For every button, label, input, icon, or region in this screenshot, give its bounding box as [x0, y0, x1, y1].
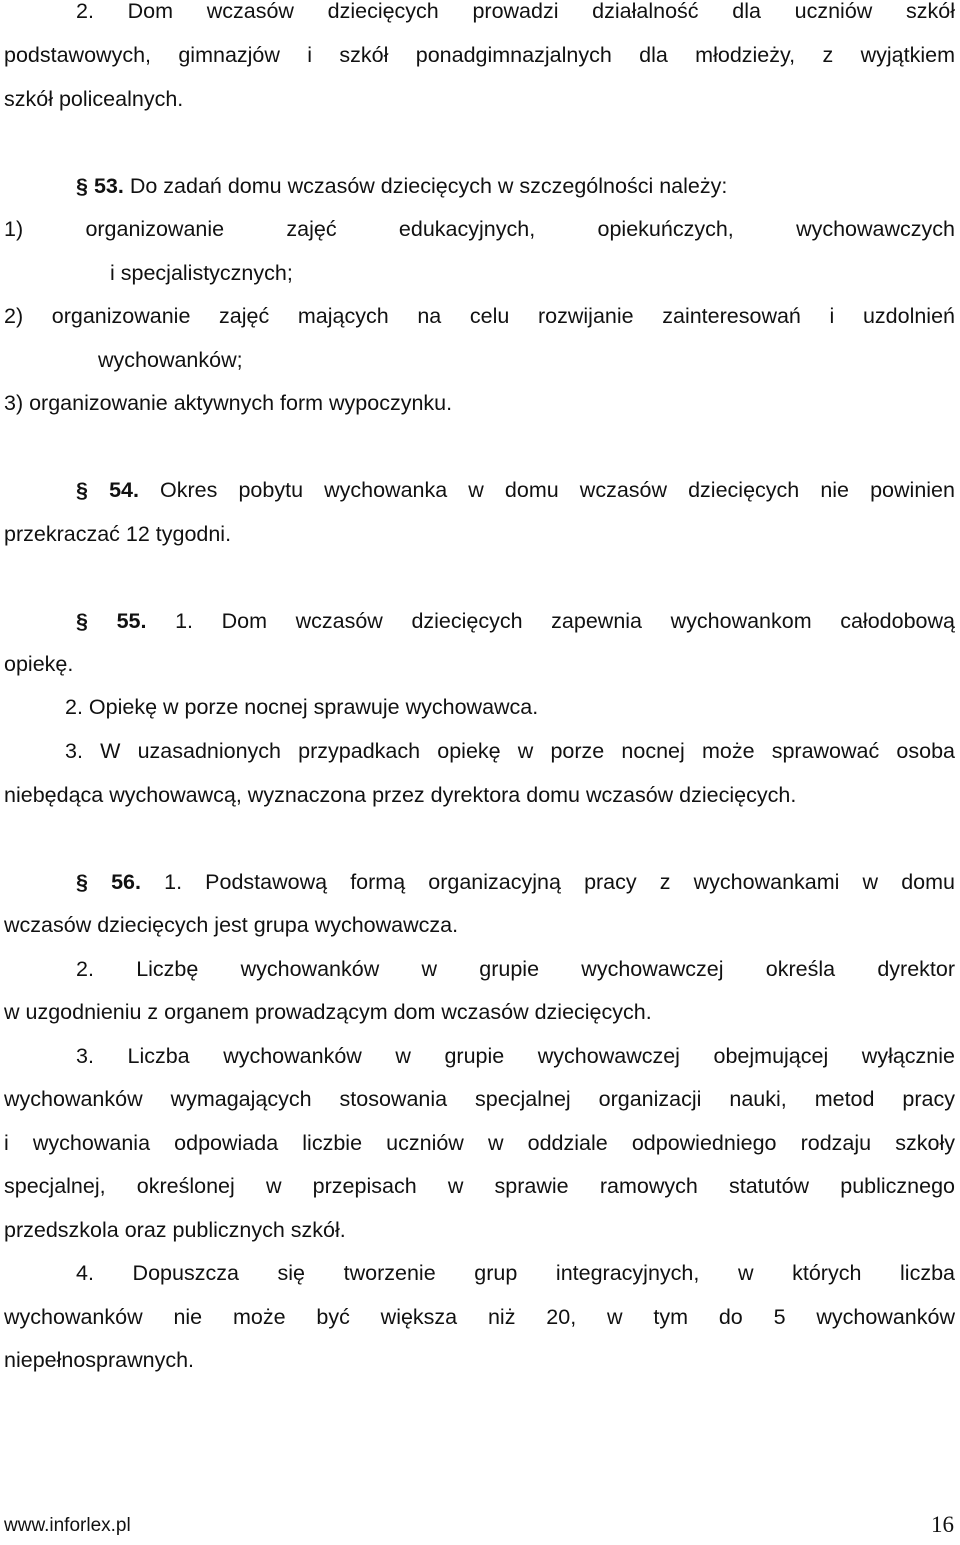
- section-number: 56.: [111, 870, 141, 894]
- text-line: 3. W uzasadnionych przypadkach opiekę w porze nocnej może sprawować osoba: [65, 739, 955, 763]
- section-53-heading: [76, 172, 955, 200]
- text-line: opiekę.: [4, 652, 74, 676]
- section-number: 55.: [116, 609, 147, 633]
- section-number: 53.: [93, 174, 124, 198]
- text-line: niepełnosprawnych.: [4, 1348, 195, 1372]
- section-mark: §: [76, 870, 88, 894]
- section-text: Okres pobytu wychowanka w domu wczasów dziecięcych nie powinien: [160, 478, 955, 502]
- text-line: przekraczać 12 tygodni.: [4, 522, 232, 546]
- text-line: 3. Liczba wychowanków w grupie wychowawczej obejmującej wyłącznie: [76, 1044, 955, 1068]
- section-text: Do zadań domu wczasów dziecięcych w szczególności należy:: [129, 174, 728, 198]
- text-line: 2. Liczbę wychowanków w grupie wychowawczej określa dyrektor: [76, 957, 955, 981]
- section-55-heading: [76, 607, 955, 635]
- text-line: wczasów dziecięcych jest grupa wychowawcza.: [4, 913, 459, 937]
- list-item-continuation: i specjalistycznych;: [110, 261, 293, 285]
- text-line: przedszkola oraz publicznych szkół.: [4, 1218, 346, 1242]
- text-line: w uzgodnieniu z organem prowadzącym dom wczasów dziecięcych.: [4, 1000, 652, 1024]
- section-mark: §: [76, 609, 88, 633]
- footer-url[interactable]: www.inforlex.pl: [4, 1515, 131, 1536]
- page-number: 16: [931, 1512, 954, 1537]
- section-mark: §: [76, 174, 88, 198]
- list-item: 1) organizowanie zajęć edukacyjnych, opiekuńczych, wychowawczych: [4, 217, 955, 241]
- section-number: 54.: [109, 478, 139, 502]
- section-54-heading: [76, 476, 955, 504]
- text-line: 2. Dom wczasów dziecięcych prowadzi działalność dla uczniów szkół: [76, 0, 955, 23]
- section-56-heading: [76, 868, 955, 896]
- section-text: 1. Podstawową formą organizacyjną pracy z wychowankami w domu: [164, 870, 955, 894]
- text-line: specjalnej, określonej w przepisach w sprawie ramowych statutów publicznego: [4, 1174, 955, 1198]
- text-line: i wychowania odpowiada liczbie uczniów w oddziale odpowiedniego rodzaju szkoły: [4, 1131, 955, 1155]
- section-mark: §: [76, 478, 88, 502]
- text-line: wychowanków wymagających stosowania specjalnej organizacji nauki, metod pracy: [4, 1087, 955, 1111]
- text-line: 4. Dopuszcza się tworzenie grup integracyjnych, w których liczba: [76, 1261, 955, 1285]
- section-text: 1. Dom wczasów dziecięcych zapewnia wychowankom całodobową: [175, 609, 955, 633]
- list-item: 3) organizowanie aktywnych form wypoczynku.: [4, 391, 453, 415]
- text-line: niebędąca wychowawcą, wyznaczona przez dyrektora domu wczasów dziecięcych.: [4, 783, 797, 807]
- list-item: 2) organizowanie zajęć mających na celu rozwijanie zainteresowań i uzdolnień: [4, 304, 955, 328]
- text-line: 2. Opiekę w porze nocnej sprawuje wychowawca.: [65, 695, 539, 719]
- text-line: podstawowych, gimnazjów i szkół ponadgimnazjalnych dla młodzieży, z wyjątkiem: [4, 43, 955, 67]
- text-line: wychowanków nie może być większa niż 20, w tym do 5 wychowanków: [4, 1305, 955, 1329]
- list-item-continuation: wychowanków;: [98, 348, 243, 372]
- text-line: szkół policealnych.: [4, 87, 184, 111]
